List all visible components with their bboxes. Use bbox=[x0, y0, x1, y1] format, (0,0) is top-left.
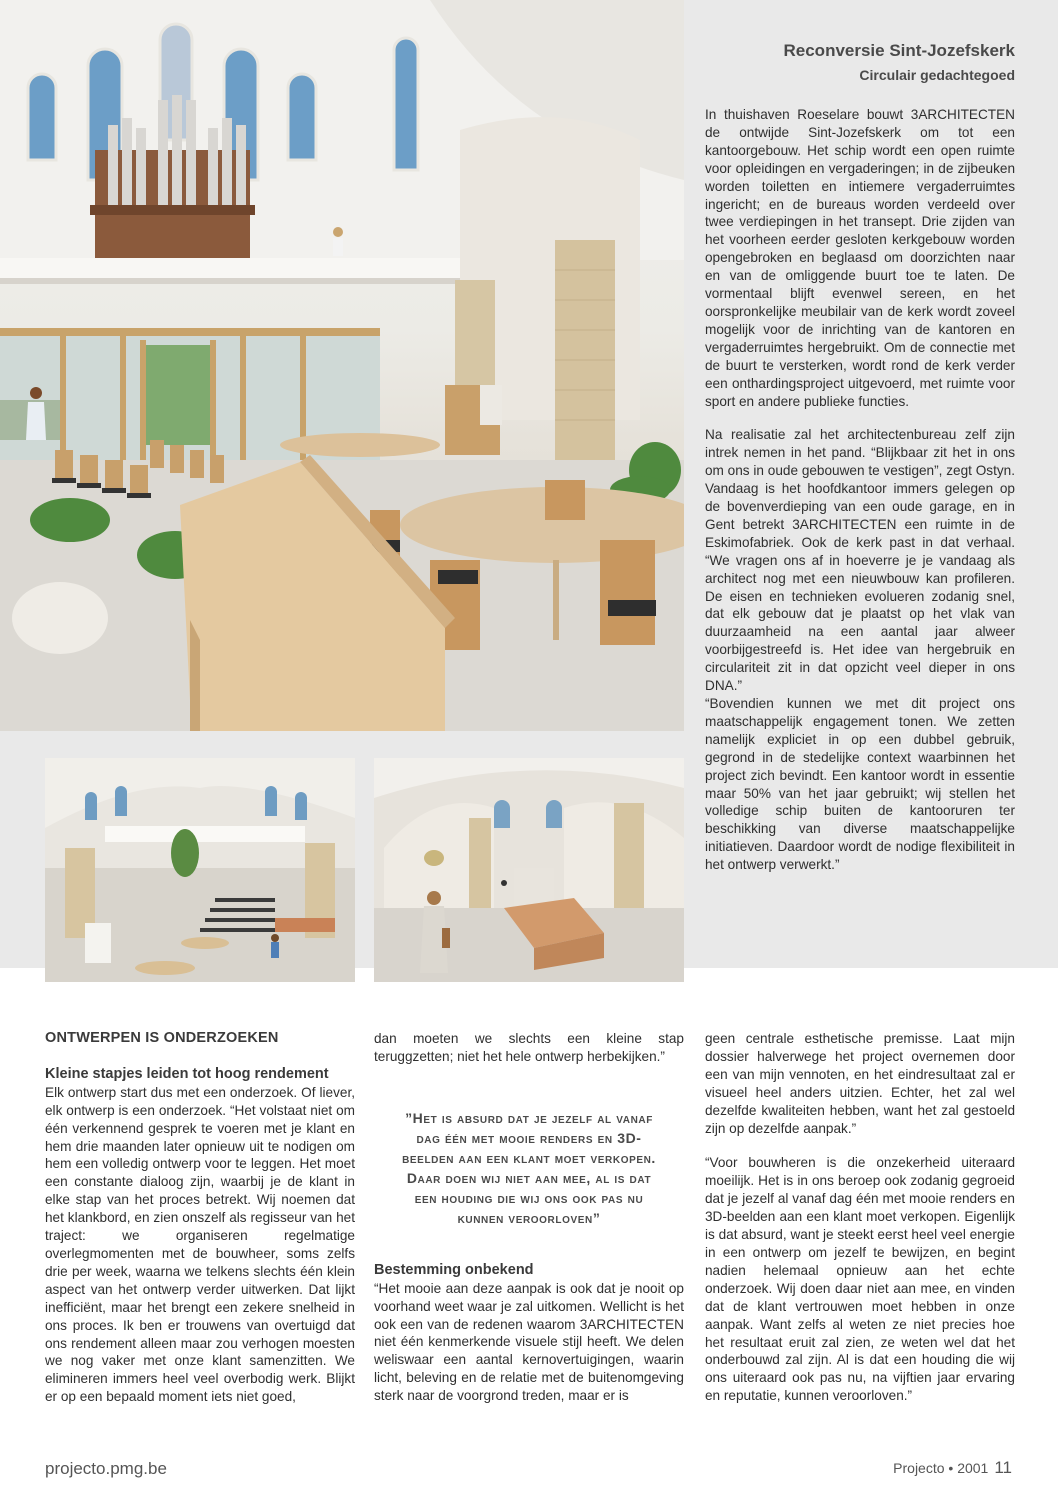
render-nave-view bbox=[374, 758, 684, 982]
render-overview-mezzanine bbox=[45, 758, 355, 982]
column-2-text-top: dan moeten we slechts een kleine stap teruggzetten; niet het hele ontwerp herbekijken.” bbox=[374, 1031, 684, 1064]
footer-website-link[interactable]: projecto.pmg.be bbox=[45, 1459, 167, 1478]
sidebar-subtitle: Circulair gedachtegoed bbox=[859, 67, 1015, 83]
subheading-bestemming-onbekend: Bestemming onbekend bbox=[374, 1261, 534, 1278]
sidebar-article bbox=[705, 38, 1015, 874]
subheading-kleine-stapjes: Kleine stapjes leiden tot hoog rendement bbox=[45, 1065, 329, 1082]
article-column-3 bbox=[705, 1030, 1015, 1405]
sidebar-paragraph-1: In thuishaven Roeselare bouwt 3ARCHITECTEN de ontwijde Sint-Jozefskerk om tot een kantoorgebouw. Het schip wordt een open ruimte voor opleidingen en vergaderingen; in de zijbeuken worden toiletten en intiemere vergaderruimtes ingericht; en de bureaus worden verdeeld over twee verdiepingen in het transept. Drie zijden van het voorheen eerder gesloten kerkgebouw worden opengebroken en beglaasd om doorzichten naar en van de omliggende buurt toe te laten. De vormentaal blijft evenwel sereen, en het oorspronkelijke meubilair van de kerk wordt zoveel mogelijk voor de inrichting van de kantoren en vergaderruimtes hergebruikt. Om de connectie met de buurt te versterken, wordt rond de kerk verder een onthardingsproject uitgevoerd, met ruimte voor sport en andere publieke functies. bbox=[705, 107, 1015, 409]
pull-quote: ”Het is absurd dat je jezelf al vanaf dag één met mooie renders en 3D-beelden aan een klant moet verkopen. Daar doen wij niet aan mee, al is dat een houding die wij ons ook pas nu kunnen veroorloven” bbox=[402, 1109, 656, 1226]
column-2-text-bottom: “Het mooie aan deze aanpak is ook dat je nooit op voorhand weet waar je zal uitkomen. Wellicht is het ook een van de redenen waarom 3ARCHITECTEN niet één kenmerkende visuele stijl heeft. We delen weliswaar een aantal kernovertuigingen, waarin licht, beleving en de relatie met de buitenomgeving sterk naar de voorgrond treden, maar er is bbox=[374, 1280, 684, 1404]
page-number: 11 bbox=[994, 1458, 1012, 1477]
column-3-text-bottom: “Voor bouwheren is die onzekerheid uiteraard moeilijk. Het is in ons beroep ook zodanig gegroeid dat je jezelf al vanaf dag één met mooie renders en 3D-beelden aan een klant moet verkopen. Eigenlijk is dat absurd, want je steekt eerst heel veel energie in een ontwerp om jezelf te bewijzen, en begint nadien helemaal opnieuw aan het echte onderzoek. Wij doen daar niet aan mee, en vinden dat de klant vertrouwen moet hebben in onze aanpak. Want zelfs al weten ze niet precies hoe het resultaat eruit zal zien, ze weten wel dat het onderbouwd zal zijn. Al is dat een houding die wij ons uiteraard ook pas nu, na vijftien jaar ervaring en reputatie, kunnen veroorloven.” bbox=[705, 1155, 1015, 1404]
sidebar-title: Reconversie Sint-Jozefskerk bbox=[783, 41, 1015, 60]
sidebar-paragraph-3: “Bovendien kunnen we met dit project ons maatschappelijk engagement tonen. We zetten namelijk expliciet in op een dubbel gebruik, gegrond in de stedelijke context waarbinnen het project zich bevindt. Een kantoor wordt in essentie maar 50% van het jaar gebruikt; wij stellen het volledige schip buiten de kantooruren ter beschikking van diverse maatschappelijke initiatieven. Daardoor wordt de nodige flexibiliteit in het ontwerp verwerkt.” bbox=[705, 696, 1015, 873]
sidebar-paragraph-2: Na realisatie zal het architectenbureau zelf zijn intrek nemen in het pand. “Blijkbaar zit het in ons om ons in oude gebouwen te vestigen”, zegt Ostyn. Vandaag is het hoofdkantoor immers gelegen op de bovenverdieping van een oude garage, en in Gent betrekt 3ARCHITECTEN een ruimte in de Eskimofabriek. Ook de kerk past in dat verhaal. “We vragen ons af in hoeverre je je vandaag als architect nog met een nieuwbouw kan profileren. De eisen en technieken evolueren zodanig snel, dat elk gebouw dat je plaatst op het vlak van duurzaamheid na een aantal jaar alweer voorbijgestreefd is. Het idee van hergebruik en circulariteit zit in dat opzicht veel dieper in ons DNA.” bbox=[705, 427, 1015, 694]
column-1-text: Elk ontwerp start dus met een onderzoek. Of liever, elk ontwerp is een onderzoek. “Het volstaat niet om één verkennend gesprek te voeren met je klant en hem drie maanden later opnieuw uit te nodigen om hem een volledig ontwerp voor te leggen. Het moet een constante dialoog zijn, waarbij je de klant in elke stap van het proces betrekt. Wij noemen dat het klankbord, en zien onszelf als regisseur van het traject: we organiseren regelmatige overlegmomenten met de bouwheer, soms zelfs drie per week, waarna we telkens slechts één klein aspect van het ontwerp verder uitwerken. Dat lijkt inefficiënt, maar het brengt een zekere snelheid in ons proces. Ik ben er trouwens van overtuigd dat ons rendement alleen maar zou verhogen moesten we nog vaker met onze klant samenzitten. We elimineren immers heel veel overbodig werk. Blijkt er op een bepaald moment iets niet goed, bbox=[45, 1084, 355, 1405]
article-column-2 bbox=[374, 1030, 684, 1405]
footer-issue: Projecto • 2001 bbox=[893, 1460, 989, 1476]
section-heading: ONTWERPEN IS ONDERZOEKEN bbox=[45, 1030, 279, 1046]
article-column-1 bbox=[45, 1030, 355, 1406]
church-interior-render bbox=[0, 0, 684, 731]
column-3-text-top: geen centrale esthetische premisse. Laat mijn dossier halverwege het project overnemen door een van mijn vennoten, en het eindresultaat zal er visueel heel anders uitzien. Echter, het zal wel dezelfde kwaliteiten hebben, want het zal gestoeld zijn op dezelfde aanpak.” bbox=[705, 1031, 1015, 1136]
footer-issue-info bbox=[893, 1458, 1012, 1478]
